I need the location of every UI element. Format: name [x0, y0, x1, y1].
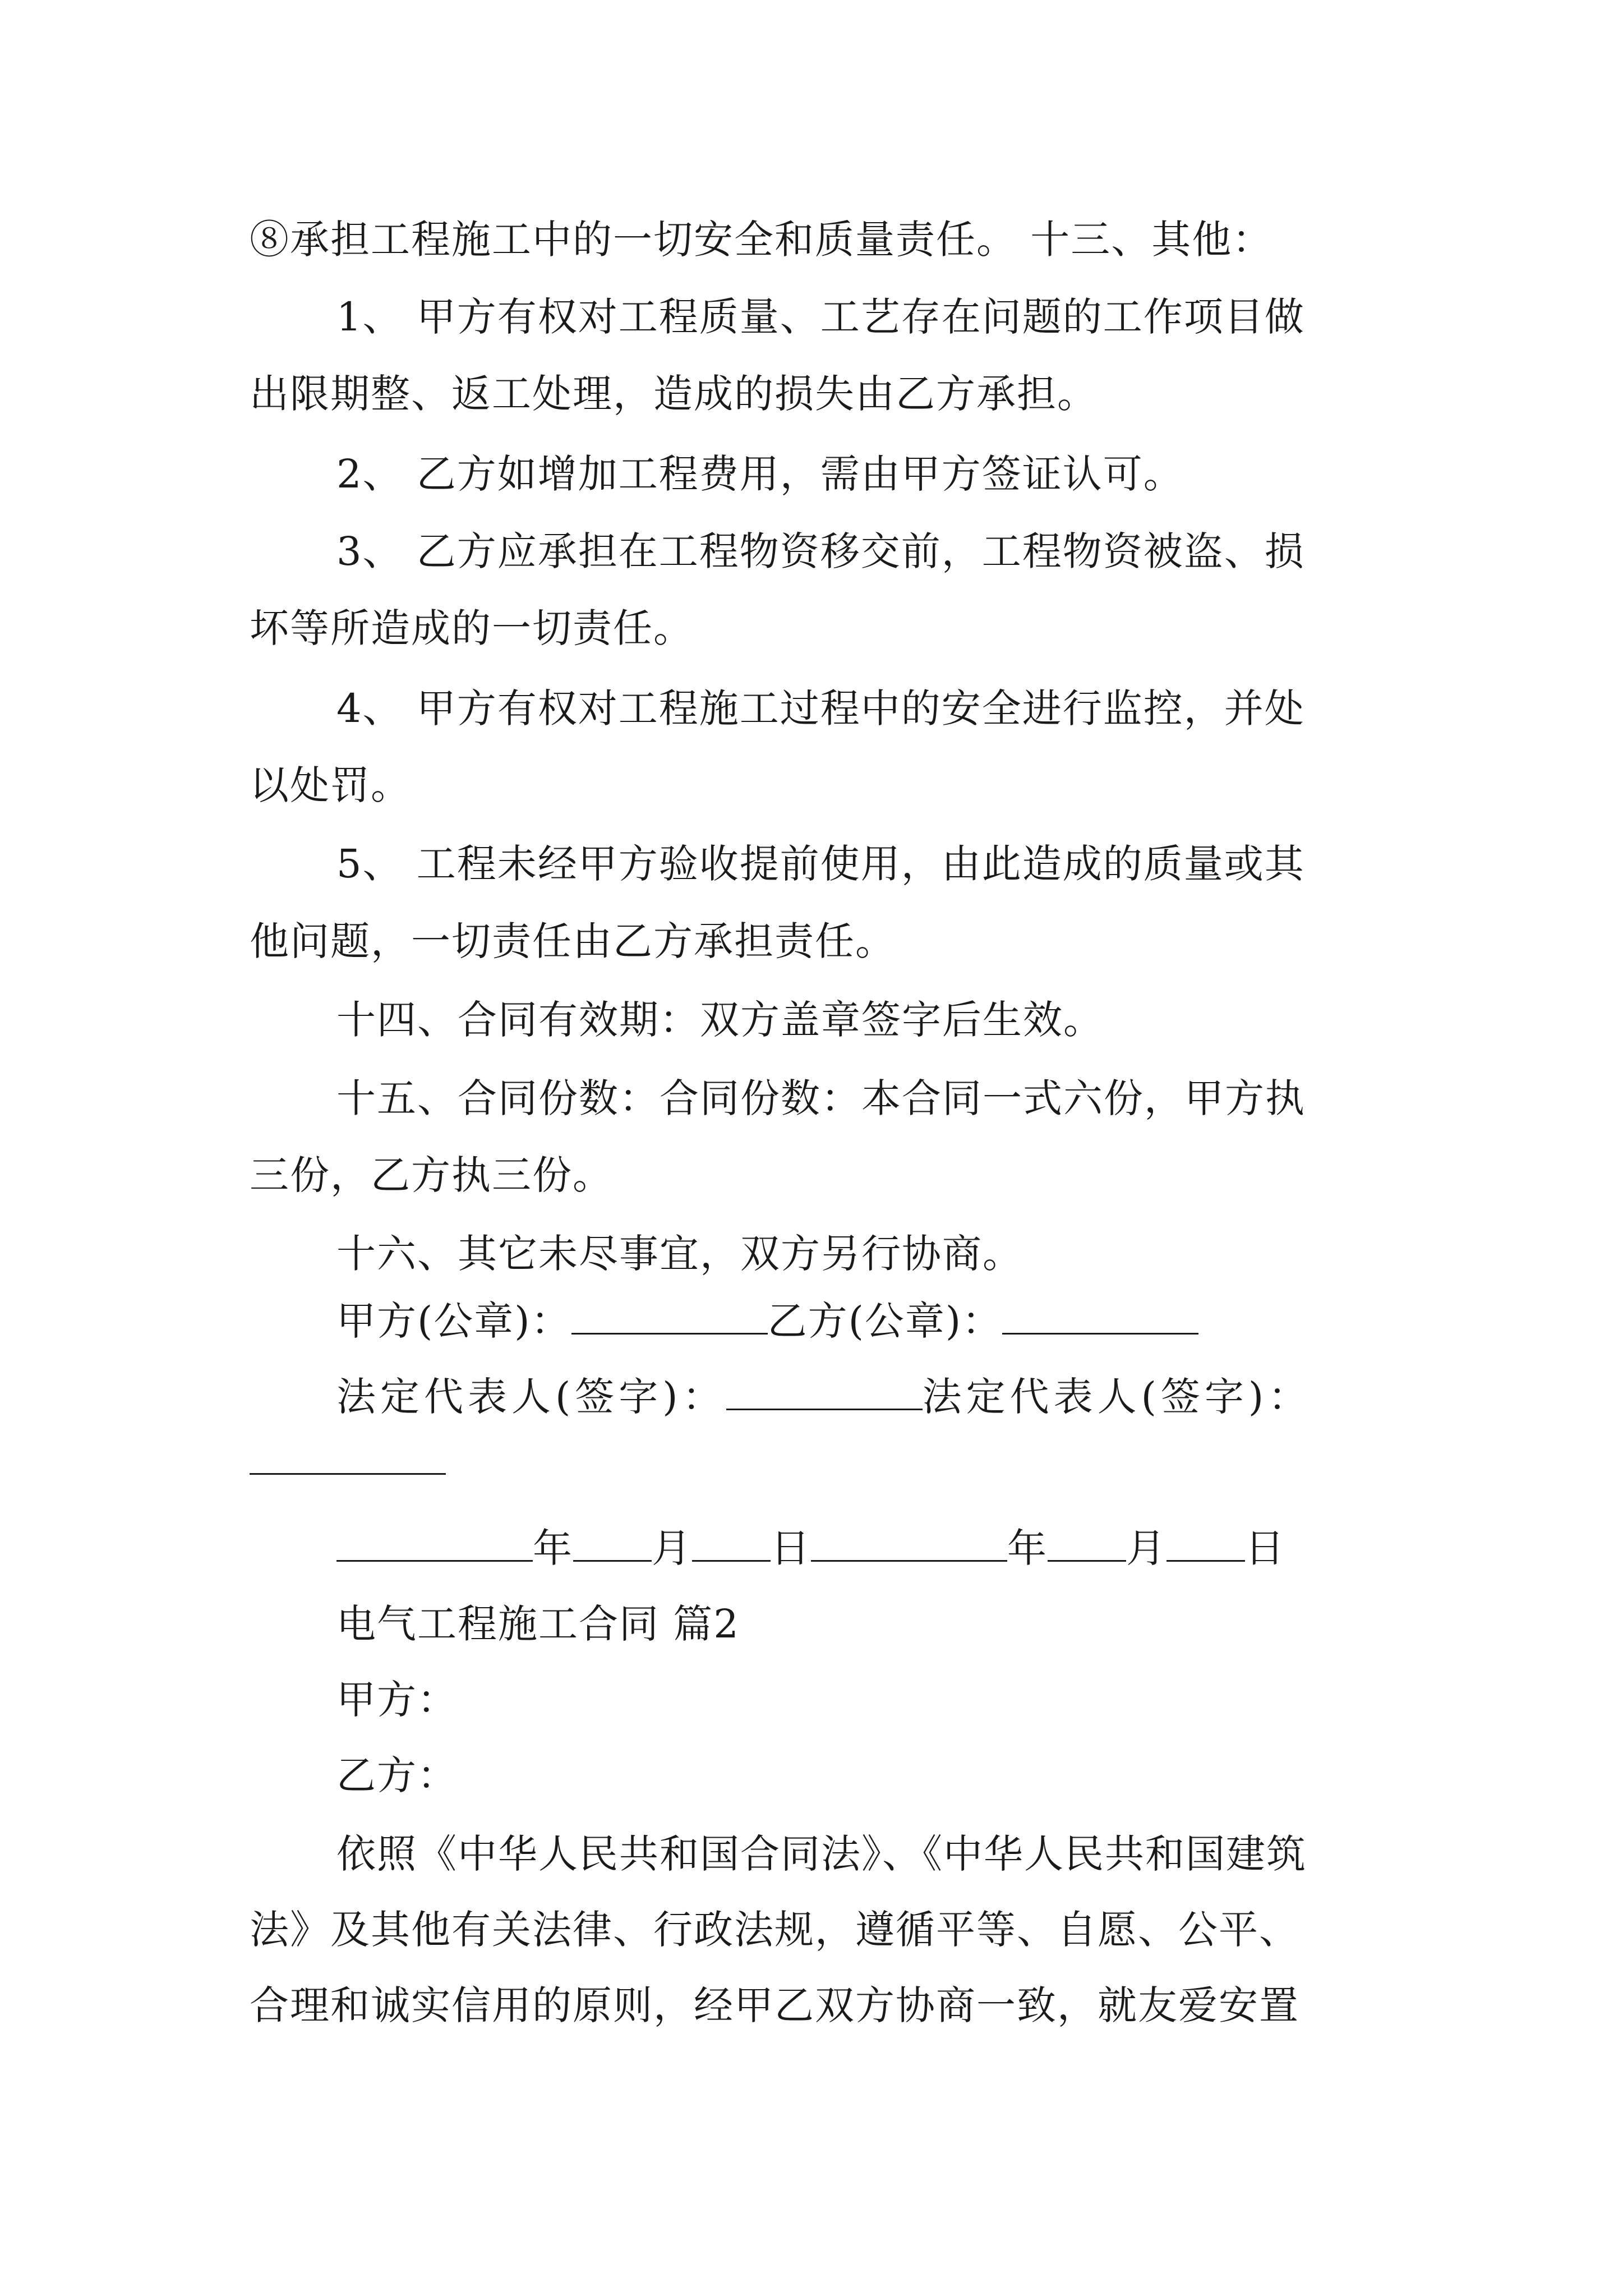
- section-title: 电气工程施工合同 篇2: [336, 1601, 740, 1647]
- text-line: 法》及其他有关法律、行政法规，遵循平等、自愿、公平、: [250, 1907, 1299, 1953]
- text-line: 以处罚。: [250, 762, 411, 808]
- party-b-rep-blank[interactable]: [250, 1438, 446, 1475]
- text-line: 三份，乙方执三份。: [250, 1152, 613, 1198]
- representative-line: [336, 1372, 1312, 1422]
- party-a-seal-label: 甲方(公章)：: [336, 1298, 571, 1344]
- text-line: 十四、合同有效期：双方盖章签字后生效。: [336, 997, 1104, 1043]
- party-a-rep-label: 法定代表人(签字)：: [336, 1374, 726, 1420]
- text-line: 合理和诚实信用的原则，经甲乙双方协商一致，就友爱安置: [250, 1982, 1299, 2028]
- text-line: 十六、其它未尽事宜，双方另行协商。: [336, 1231, 1023, 1277]
- text-line: 出限期整、返工处理，造成的损失由乙方承担。: [250, 371, 1098, 417]
- party-b-year-blank[interactable]: [811, 1525, 1007, 1562]
- day-label: 日: [771, 1525, 811, 1571]
- month-label: 月: [652, 1525, 692, 1571]
- party-b-seal-label: 乙方(公章)：: [767, 1298, 1003, 1344]
- text-line: 4、 甲方有权对工程施工过程中的安全进行监控，并处: [336, 685, 1305, 731]
- date-line: [336, 1523, 1285, 1573]
- party-a-rep-blank[interactable]: [726, 1374, 923, 1410]
- text-line: ⑧承担工程施工中的一切安全和质量责任。 十三、其他：: [250, 217, 1273, 263]
- seal-line: [336, 1296, 1198, 1346]
- party-b-rep-label: 法定代表人(签字)：: [922, 1374, 1312, 1420]
- party-a-day-blank[interactable]: [692, 1525, 771, 1562]
- text-line: 5、 工程未经甲方验收提前使用，由此造成的质量或其: [336, 841, 1305, 887]
- year-label: 年: [1007, 1525, 1048, 1571]
- text-line: 坏等所造成的一切责任。: [250, 605, 694, 651]
- text-line: 2、 乙方如增加工程费用，需由甲方签证认可。: [336, 451, 1184, 497]
- party-b-month-blank[interactable]: [1048, 1525, 1126, 1562]
- text-line: 十五、合同份数：合同份数：本合同一式六份，甲方执: [336, 1075, 1306, 1121]
- text-line: 依照《中华人民共和国合同法》、《中华人民共和国建筑: [336, 1831, 1307, 1877]
- party-a-label: 甲方：: [336, 1677, 458, 1723]
- party-a-year-blank[interactable]: [336, 1525, 533, 1562]
- day-label: 日: [1245, 1525, 1285, 1571]
- year-label: 年: [533, 1525, 573, 1571]
- party-b-rep-blank-line: [250, 1436, 446, 1487]
- party-b-label: 乙方：: [336, 1752, 458, 1798]
- text-line: 他问题，一切责任由乙方承担责任。: [250, 918, 896, 964]
- text-line: 1、 甲方有权对工程质量、工艺存在问题的工作项目做: [336, 294, 1305, 340]
- party-a-seal-blank[interactable]: [571, 1298, 768, 1335]
- month-label: 月: [1126, 1525, 1166, 1571]
- party-a-month-blank[interactable]: [573, 1525, 652, 1562]
- text-line: 3、 乙方应承担在工程物资移交前，工程物资被盗、损: [336, 528, 1305, 574]
- party-b-day-blank[interactable]: [1166, 1525, 1245, 1562]
- party-b-seal-blank[interactable]: [1002, 1298, 1198, 1335]
